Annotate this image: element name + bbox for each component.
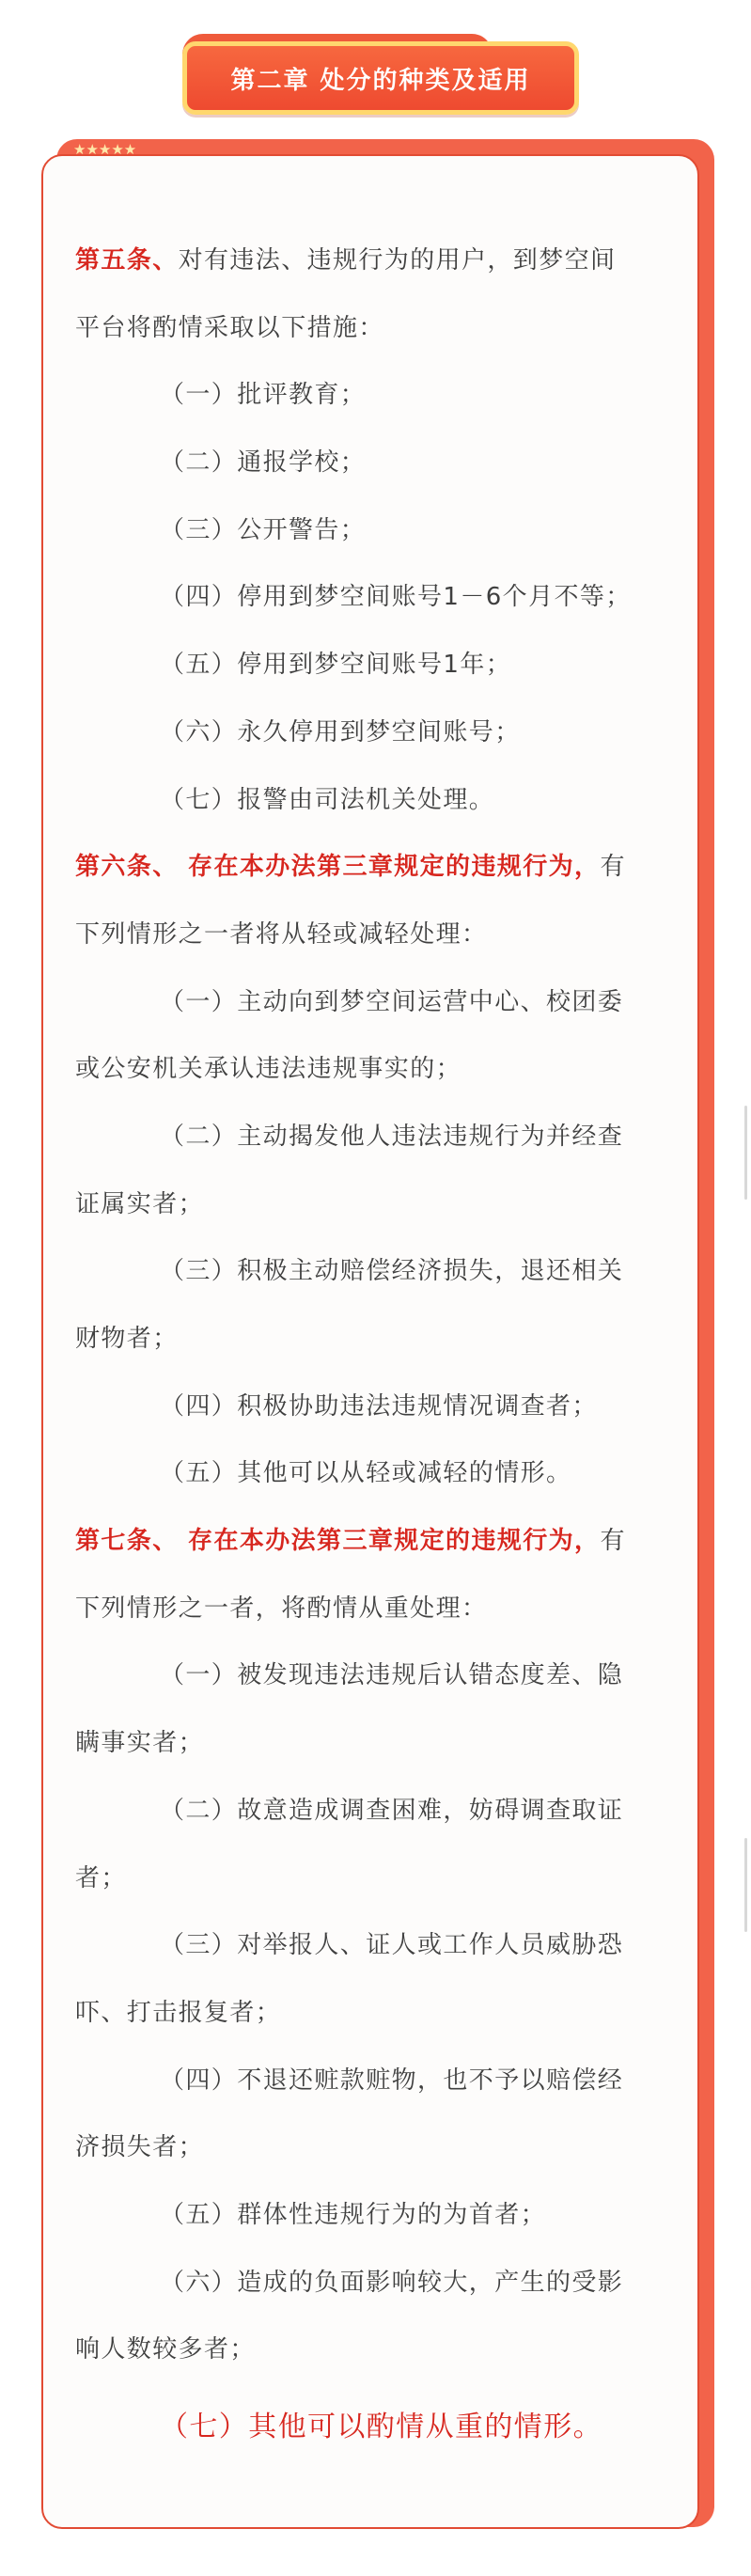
text-line	[43, 1374, 697, 1441]
text-line	[43, 767, 697, 835]
line-text: 下列情形之一者将从轻或减轻处理：	[75, 919, 488, 949]
text-line	[43, 228, 697, 295]
chapter-title: 第二章 处分的种类及适用	[182, 41, 579, 115]
scroll-marker-top	[744, 1106, 747, 1200]
line-text: 下列情形之一者，将酌情从重处理：	[75, 1594, 488, 1623]
text-line	[43, 497, 697, 565]
line-text: （二）主动揭发他人违法违规行为并经查	[160, 1122, 624, 1151]
text-line	[43, 969, 697, 1037]
text-line	[43, 902, 697, 969]
line-text: （三）对举报人、证人或工作人员威胁恐	[160, 1931, 624, 1960]
line-text: （五）停用到梦空间账号1年；	[160, 651, 512, 680]
line-text: （四）积极协助违法违规情况调查者；	[160, 1391, 598, 1421]
text-line	[43, 1576, 697, 1643]
line-text: （四）不退还赃款赃物，也不予以赔偿经	[160, 2066, 624, 2095]
text-line	[43, 1778, 697, 1846]
scroll-marker-bottom	[744, 1838, 747, 1932]
text-line	[43, 564, 697, 632]
line-text: （二）通报学校；	[160, 448, 367, 478]
line-text: 或公安机关承认违法违规事实的；	[75, 1055, 462, 1084]
text-line	[43, 1980, 697, 2048]
stars-icon: ★★★★★	[73, 141, 137, 158]
line-text: （七）报警由司法机关处理。	[160, 785, 495, 814]
line-text: 有	[600, 853, 626, 882]
text-line	[43, 1238, 697, 1306]
line-text: 者；	[75, 1863, 127, 1893]
text-line	[43, 1508, 697, 1576]
text-line	[43, 1440, 697, 1508]
line-text: （六）造成的负面影响较大，产生的受影	[160, 2268, 624, 2297]
line-text: （二）故意造成调查困难，妨碍调查取证	[160, 1796, 624, 1825]
chapter-header	[182, 41, 579, 115]
text-line	[43, 2317, 697, 2384]
content-card	[41, 154, 699, 2529]
text-line	[43, 1104, 697, 1171]
line-text: 对有违法、违规行为的用户，到梦空间	[178, 246, 617, 275]
text-line	[43, 2048, 697, 2115]
text-line	[43, 1642, 697, 1710]
line-text: （五）群体性违规行为的为首者；	[160, 2200, 547, 2229]
text-line	[43, 632, 697, 699]
line-text: （一）批评教育；	[160, 381, 367, 410]
article-heading: 第七条、 存在本办法第三章规定的违规行为，	[75, 1527, 601, 1556]
star-decoration	[73, 139, 136, 160]
text-line	[43, 1846, 697, 1913]
line-text: 平台将酌情采取以下措施：	[75, 313, 384, 342]
line-text: 证属实者；	[75, 1189, 205, 1218]
line-text: 财物者；	[75, 1325, 179, 1353]
line-text: （一）被发现违法违规后认错态度差、隐	[160, 1661, 624, 1690]
line-text: 有	[600, 1527, 626, 1556]
line-text: 响人数较多者；	[75, 2335, 256, 2364]
line-text: （六）永久停用到梦空间账号；	[160, 717, 521, 746]
text-line	[43, 1036, 697, 1104]
line-text: （四）停用到梦空间账号1－6个月不等；	[160, 583, 632, 612]
text-line	[43, 362, 697, 430]
text-line	[43, 2182, 697, 2250]
text-line	[43, 1171, 697, 1239]
final-line: （七）其他可以酌情从重的情形。	[160, 2411, 602, 2443]
line-text: （一）主动向到梦空间运营中心、校团委	[160, 987, 624, 1016]
line-text: （三）积极主动赔偿经济损失，退还相关	[160, 1257, 624, 1286]
text-line	[43, 834, 697, 902]
line-text: （三）公开警告；	[160, 515, 367, 544]
line-text: 瞒事实者；	[75, 1729, 205, 1758]
article-heading: 第六条、 存在本办法第三章规定的违规行为，	[75, 853, 601, 882]
text-line	[43, 1306, 697, 1374]
article-heading: 第五条、	[75, 246, 179, 275]
line-text: （五）其他可以从轻或减轻的情形。	[160, 1459, 572, 1488]
text-line	[43, 699, 697, 767]
text-line	[43, 1912, 697, 1980]
text-line	[43, 295, 697, 363]
line-text: 吓、打击报复者；	[75, 1998, 282, 2027]
text-line	[43, 2114, 697, 2182]
text-line	[43, 430, 697, 497]
line-text: 济损失者；	[75, 2133, 205, 2162]
text-line	[43, 1710, 697, 1778]
text-line	[43, 2250, 697, 2317]
